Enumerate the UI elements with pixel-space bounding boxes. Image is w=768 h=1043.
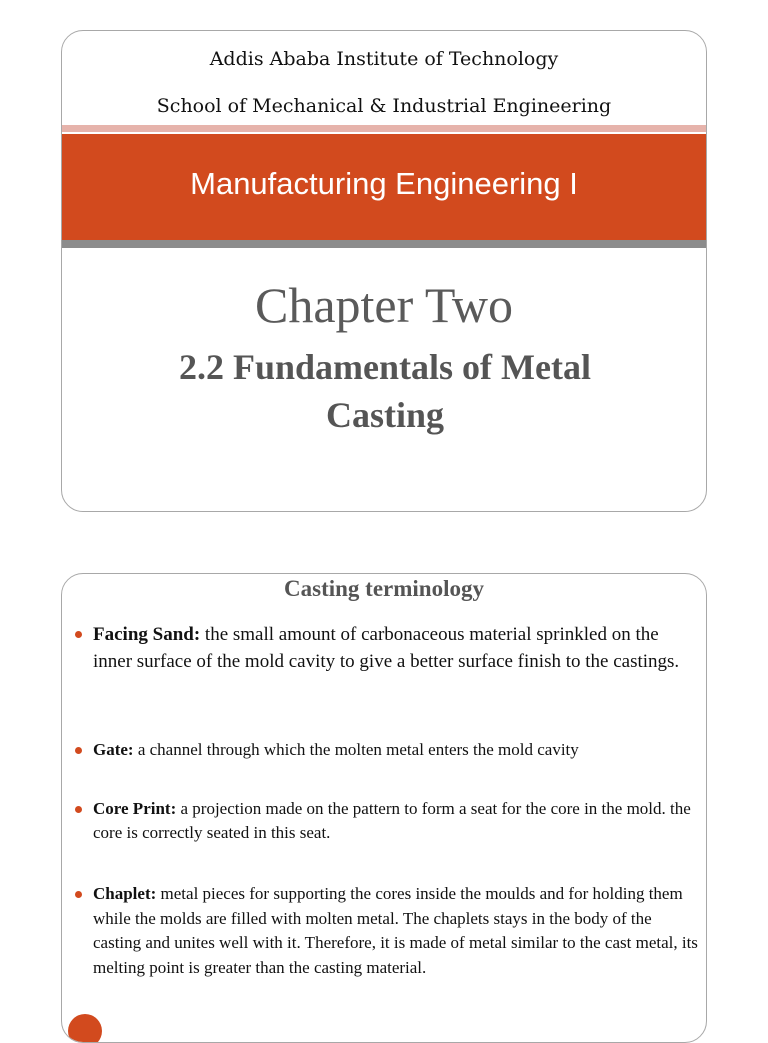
list-item — [93, 882, 699, 980]
slide-number-circle — [68, 1014, 102, 1043]
institute-name: Addis Ababa Institute of Technology — [209, 48, 559, 70]
bullet-icon — [75, 891, 82, 898]
school-name: School of Mechanical & Industrial Engineering — [156, 95, 612, 117]
term-definition: a channel through which the molten metal enters the mold cavity — [133, 740, 579, 759]
course-title: Manufacturing Engineering I — [190, 166, 578, 201]
section-title — [102, 343, 668, 439]
term-label: Gate: — [93, 740, 134, 759]
list-item — [93, 797, 699, 845]
term-label: Facing Sand: — [93, 624, 201, 645]
chapter-title: Chapter Two — [254, 277, 514, 333]
term-definition: metal pieces for supporting the cores inside the moulds and for holding them while the molds are filled with molten metal. The chaplets stays in the body of the casting and unites well with it. Therefore, it is made of metal similar to the cast metal, its melting point is greater than the casting material. — [93, 884, 698, 977]
divider-stripe — [62, 240, 706, 248]
list-item — [93, 738, 699, 762]
bullet-icon — [75, 806, 82, 813]
terminology-slide — [61, 573, 707, 1043]
section-title-line1: 2.2 Fundamentals of Metal — [179, 347, 591, 387]
accent-stripe — [62, 125, 706, 132]
term-label: Chaplet: — [93, 884, 157, 903]
term-definition: the small amount of carbonaceous material sprinkled on the inner surface of the mold cavity to give a better surface finish to the castings. — [93, 624, 680, 672]
title-slide — [61, 30, 707, 512]
term-definition: a projection made on the pattern to form a seat for the core in the mold. the core is correctly seated in this seat. — [93, 799, 691, 842]
slide-title: Casting terminology — [284, 576, 484, 601]
bullet-icon — [75, 747, 82, 754]
term-label: Core Print: — [93, 799, 177, 818]
course-banner — [62, 134, 706, 240]
section-title-line2: Casting — [325, 395, 445, 435]
bullet-icon — [75, 631, 82, 638]
list-item — [93, 621, 699, 675]
